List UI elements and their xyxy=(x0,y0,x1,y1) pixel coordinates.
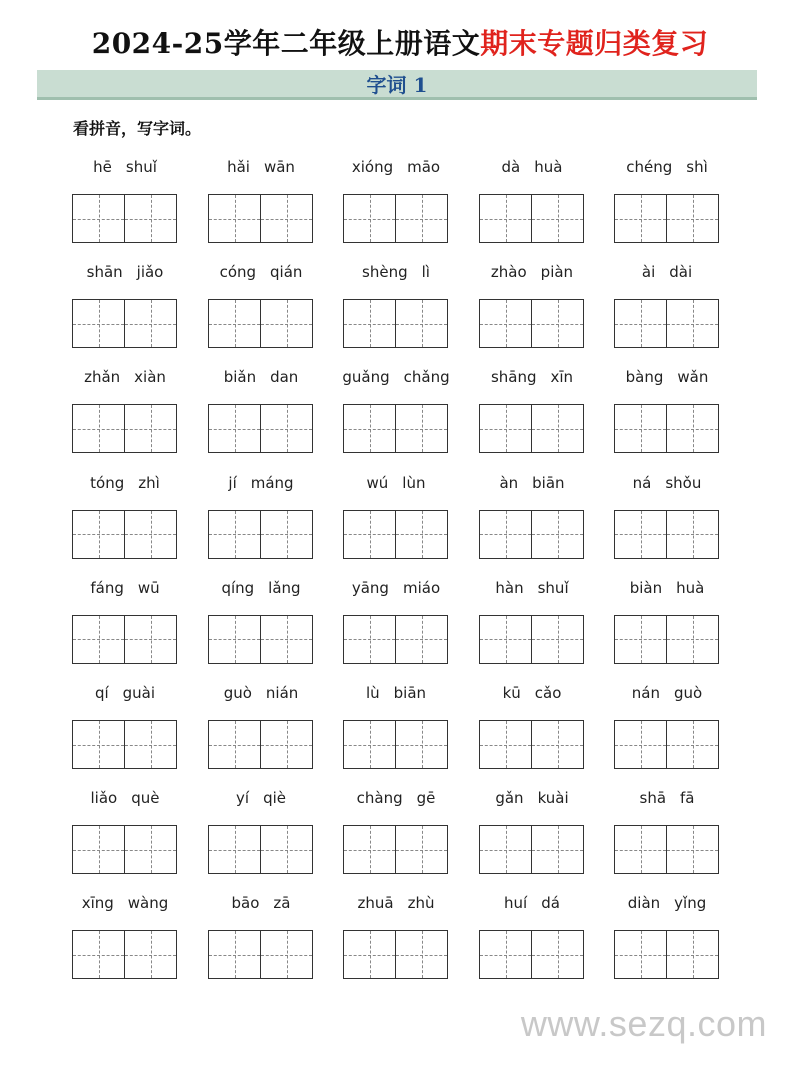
writing-boxes xyxy=(208,194,314,243)
tianzige-box[interactable] xyxy=(614,404,667,453)
word-item xyxy=(343,676,449,769)
pinyin-syllable: wàng xyxy=(127,894,169,913)
pinyin-syllable: bāo xyxy=(231,894,260,913)
tianzige-box[interactable] xyxy=(614,720,667,769)
word-item xyxy=(72,676,178,769)
pinyin-syllable: gǎn xyxy=(495,789,524,808)
word-item xyxy=(208,676,314,769)
tianzige-box[interactable] xyxy=(260,930,313,979)
pinyin-syllable: wú xyxy=(366,473,389,492)
pinyin-syllable: xīn xyxy=(550,368,574,387)
word-item xyxy=(343,360,449,453)
tianzige-box[interactable] xyxy=(124,510,177,559)
tianzige-box[interactable] xyxy=(208,404,261,453)
pinyin-label xyxy=(597,781,737,815)
word-item xyxy=(208,150,314,243)
writing-boxes xyxy=(72,299,178,348)
pinyin-syllable: shuǐ xyxy=(537,578,569,597)
writing-boxes xyxy=(72,615,178,664)
tianzige-box[interactable] xyxy=(666,299,719,348)
watermark: www.sezq.com xyxy=(520,1003,767,1044)
pinyin-syllable: fā xyxy=(680,789,695,808)
tianzige-box[interactable] xyxy=(343,615,396,664)
pinyin-syllable: biàn xyxy=(629,578,663,597)
pinyin-syllable: zā xyxy=(273,894,291,913)
pinyin-label xyxy=(597,150,737,184)
pinyin-syllable: guài xyxy=(122,684,156,702)
pinyin-syllable: zhù xyxy=(407,894,435,913)
pinyin-syllable: nán xyxy=(631,684,660,702)
pinyin-label xyxy=(597,886,737,920)
pinyin-syllable: huà xyxy=(534,158,563,176)
pinyin-syllable: qiè xyxy=(263,789,286,808)
pinyin-syllable: gē xyxy=(416,789,436,808)
word-item xyxy=(343,571,449,664)
word-item xyxy=(479,886,585,979)
pinyin-label xyxy=(191,781,331,815)
word-item xyxy=(72,255,178,348)
pinyin-label xyxy=(326,466,466,500)
exercise-row xyxy=(0,466,800,571)
writing-boxes xyxy=(479,194,585,243)
tianzige-box[interactable] xyxy=(395,510,448,559)
tianzige-box[interactable] xyxy=(531,615,584,664)
word-item xyxy=(208,781,314,874)
tianzige-box[interactable] xyxy=(395,194,448,243)
pinyin-syllable: dài xyxy=(669,263,693,282)
tianzige-box[interactable] xyxy=(395,720,448,769)
tianzige-box[interactable] xyxy=(124,404,177,453)
writing-boxes xyxy=(208,930,314,979)
tianzige-box[interactable] xyxy=(531,510,584,559)
tianzige-box[interactable] xyxy=(479,720,532,769)
title-prefix: 2024-25学年二年级上册语文 xyxy=(91,27,481,60)
tianzige-box[interactable] xyxy=(260,194,313,243)
word-item xyxy=(614,886,720,979)
tianzige-box[interactable] xyxy=(666,510,719,559)
exercise-row xyxy=(0,571,800,676)
pinyin-label xyxy=(462,886,602,920)
word-item xyxy=(479,150,585,243)
word-item xyxy=(479,466,585,559)
pinyin-syllable: dá xyxy=(541,894,560,913)
tianzige-box[interactable] xyxy=(208,615,261,664)
writing-boxes xyxy=(208,825,314,874)
word-item xyxy=(72,571,178,664)
writing-boxes xyxy=(614,194,720,243)
pinyin-syllable: nián xyxy=(265,684,299,702)
pinyin-label xyxy=(326,676,466,710)
pinyin-label xyxy=(462,676,602,710)
tianzige-box[interactable] xyxy=(479,615,532,664)
tianzige-box[interactable] xyxy=(531,720,584,769)
writing-boxes xyxy=(614,510,720,559)
pinyin-syllable: cóng xyxy=(219,263,257,282)
writing-boxes xyxy=(479,615,585,664)
tianzige-box[interactable] xyxy=(666,194,719,243)
tianzige-box[interactable] xyxy=(666,404,719,453)
word-item xyxy=(479,360,585,453)
pinyin-syllable: wū xyxy=(137,578,160,597)
writing-boxes xyxy=(479,930,585,979)
word-item xyxy=(614,676,720,769)
pinyin-label xyxy=(462,360,602,394)
writing-boxes xyxy=(343,404,449,453)
pinyin-syllable: zhào xyxy=(490,263,527,282)
tianzige-box[interactable] xyxy=(666,825,719,874)
tianzige-box[interactable] xyxy=(208,299,261,348)
exercise-row xyxy=(0,781,800,886)
tianzige-box[interactable] xyxy=(260,299,313,348)
word-item xyxy=(479,781,585,874)
writing-boxes xyxy=(614,299,720,348)
pinyin-label xyxy=(326,360,466,394)
pinyin-syllable: ài xyxy=(641,263,656,282)
pinyin-syllable: zhì xyxy=(138,473,160,492)
pinyin-label xyxy=(55,676,195,710)
pinyin-syllable: wǎn xyxy=(677,368,709,387)
pinyin-syllable: tóng xyxy=(90,473,125,492)
pinyin-syllable: chǎng xyxy=(403,368,450,387)
pinyin-label xyxy=(597,466,737,500)
tianzige-box[interactable] xyxy=(343,930,396,979)
tianzige-box[interactable] xyxy=(72,299,125,348)
section-title: 字词 1 xyxy=(366,73,428,97)
tianzige-box[interactable] xyxy=(479,194,532,243)
word-item xyxy=(72,150,178,243)
writing-boxes xyxy=(343,299,449,348)
word-item xyxy=(208,255,314,348)
tianzige-box[interactable] xyxy=(343,720,396,769)
pinyin-syllable: yí xyxy=(236,789,250,808)
tianzige-box[interactable] xyxy=(479,825,532,874)
tianzige-box[interactable] xyxy=(124,615,177,664)
writing-boxes xyxy=(343,930,449,979)
tianzige-box[interactable] xyxy=(208,930,261,979)
pinyin-syllable: piàn xyxy=(540,263,574,282)
exercise-row xyxy=(0,150,800,255)
writing-boxes xyxy=(479,720,585,769)
pinyin-syllable: shā xyxy=(639,789,667,808)
pinyin-label xyxy=(55,886,195,920)
pinyin-syllable: chàng xyxy=(356,789,403,808)
pinyin-syllable: shǒu xyxy=(665,473,702,492)
word-item xyxy=(614,360,720,453)
pinyin-syllable: huà xyxy=(676,578,705,597)
pinyin-syllable: shāng xyxy=(490,368,537,387)
pinyin-syllable: biǎn xyxy=(223,368,257,387)
exercise-row xyxy=(0,886,800,991)
tianzige-box[interactable] xyxy=(479,930,532,979)
writing-boxes xyxy=(479,510,585,559)
writing-boxes xyxy=(614,825,720,874)
pinyin-syllable: kū xyxy=(502,684,521,702)
tianzige-box[interactable] xyxy=(72,720,125,769)
writing-boxes xyxy=(343,720,449,769)
writing-boxes xyxy=(72,510,178,559)
pinyin-syllable: qí xyxy=(94,684,109,702)
pinyin-syllable: liǎo xyxy=(90,789,118,808)
writing-boxes xyxy=(208,299,314,348)
tianzige-box[interactable] xyxy=(260,825,313,874)
pinyin-syllable: lù xyxy=(365,684,380,702)
word-item xyxy=(479,676,585,769)
pinyin-syllable: guǎng xyxy=(342,368,390,387)
tianzige-box[interactable] xyxy=(343,825,396,874)
pinyin-syllable: xióng xyxy=(351,158,394,176)
pinyin-label xyxy=(191,360,331,394)
tianzige-box[interactable] xyxy=(666,615,719,664)
pinyin-label xyxy=(597,676,737,710)
word-item xyxy=(72,781,178,874)
tianzige-box[interactable] xyxy=(72,404,125,453)
word-item xyxy=(614,150,720,243)
tianzige-box[interactable] xyxy=(343,299,396,348)
word-item xyxy=(208,886,314,979)
word-item xyxy=(614,466,720,559)
tianzige-box[interactable] xyxy=(614,930,667,979)
pinyin-label xyxy=(326,781,466,815)
page-title xyxy=(0,22,800,62)
pinyin-label xyxy=(191,466,331,500)
tianzige-box[interactable] xyxy=(72,825,125,874)
word-item xyxy=(614,255,720,348)
pinyin-label xyxy=(597,571,737,605)
pinyin-label xyxy=(462,571,602,605)
pinyin-syllable: zhǎn xyxy=(84,368,121,387)
pinyin-label xyxy=(55,150,195,184)
tianzige-box[interactable] xyxy=(260,615,313,664)
tianzige-box[interactable] xyxy=(260,720,313,769)
tianzige-box[interactable] xyxy=(666,720,719,769)
tianzige-box[interactable] xyxy=(614,510,667,559)
pinyin-label xyxy=(191,676,331,710)
pinyin-syllable: shān xyxy=(86,263,123,282)
tianzige-box[interactable] xyxy=(72,930,125,979)
pinyin-syllable: guò xyxy=(223,684,252,702)
writing-boxes xyxy=(343,615,449,664)
pinyin-label xyxy=(326,886,466,920)
tianzige-box[interactable] xyxy=(124,194,177,243)
tianzige-box[interactable] xyxy=(124,930,177,979)
exercise-row xyxy=(0,255,800,360)
pinyin-syllable: guò xyxy=(674,684,703,702)
pinyin-syllable: yāng xyxy=(351,578,389,597)
tianzige-box[interactable] xyxy=(343,404,396,453)
word-item xyxy=(343,781,449,874)
pinyin-syllable: dan xyxy=(270,368,299,387)
pinyin-label xyxy=(191,571,331,605)
writing-boxes xyxy=(208,510,314,559)
tianzige-box[interactable] xyxy=(260,510,313,559)
title-highlight: 期末专题归类复习 xyxy=(480,27,709,60)
pinyin-syllable: àn xyxy=(499,473,519,492)
word-item xyxy=(72,886,178,979)
pinyin-syllable: bàng xyxy=(625,368,664,387)
pinyin-label xyxy=(597,255,737,289)
pinyin-syllable: wān xyxy=(263,158,295,176)
tianzige-box[interactable] xyxy=(666,930,719,979)
word-item xyxy=(72,466,178,559)
tianzige-box[interactable] xyxy=(343,510,396,559)
writing-boxes xyxy=(614,720,720,769)
word-item xyxy=(343,150,449,243)
tianzige-box[interactable] xyxy=(614,194,667,243)
pinyin-syllable: xiàn xyxy=(134,368,166,387)
pinyin-label xyxy=(326,571,466,605)
exercise-row xyxy=(0,360,800,465)
pinyin-syllable: yǐng xyxy=(674,894,707,913)
exercise-row xyxy=(0,676,800,781)
tianzige-box[interactable] xyxy=(395,930,448,979)
pinyin-label xyxy=(462,781,602,815)
word-item xyxy=(479,255,585,348)
pinyin-syllable: lì xyxy=(421,263,430,282)
tianzige-box[interactable] xyxy=(479,404,532,453)
tianzige-box[interactable] xyxy=(72,615,125,664)
writing-boxes xyxy=(614,404,720,453)
pinyin-syllable: hē xyxy=(93,158,112,176)
tianzige-box[interactable] xyxy=(208,510,261,559)
pinyin-syllable: xīng xyxy=(81,894,114,913)
pinyin-syllable: qíng xyxy=(221,578,255,597)
pinyin-label xyxy=(55,255,195,289)
pinyin-syllable: què xyxy=(131,789,160,808)
writing-boxes xyxy=(72,404,178,453)
pinyin-syllable: kuài xyxy=(537,789,569,808)
writing-boxes xyxy=(208,404,314,453)
word-item xyxy=(208,571,314,664)
pinyin-syllable: miáo xyxy=(402,578,441,597)
pinyin-label xyxy=(462,150,602,184)
pinyin-label xyxy=(597,360,737,394)
pinyin-label xyxy=(55,466,195,500)
tianzige-box[interactable] xyxy=(208,825,261,874)
pinyin-syllable: shì xyxy=(686,158,708,176)
writing-boxes xyxy=(343,825,449,874)
word-item xyxy=(343,886,449,979)
pinyin-label xyxy=(462,255,602,289)
pinyin-syllable: fáng xyxy=(90,578,124,597)
tianzige-box[interactable] xyxy=(395,404,448,453)
writing-boxes xyxy=(208,615,314,664)
tianzige-box[interactable] xyxy=(614,825,667,874)
tianzige-box[interactable] xyxy=(72,194,125,243)
pinyin-syllable: hàn xyxy=(495,578,524,597)
pinyin-syllable: dà xyxy=(501,158,521,176)
tianzige-box[interactable] xyxy=(208,194,261,243)
word-item xyxy=(479,571,585,664)
pinyin-label xyxy=(191,886,331,920)
tianzige-box[interactable] xyxy=(531,404,584,453)
word-item xyxy=(343,466,449,559)
word-item xyxy=(614,781,720,874)
word-item xyxy=(343,255,449,348)
word-item xyxy=(208,360,314,453)
tianzige-box[interactable] xyxy=(124,299,177,348)
writing-boxes xyxy=(208,720,314,769)
writing-boxes xyxy=(479,299,585,348)
tianzige-box[interactable] xyxy=(614,615,667,664)
pinyin-syllable: jí xyxy=(228,473,237,492)
tianzige-box[interactable] xyxy=(260,404,313,453)
pinyin-syllable: shuǐ xyxy=(125,158,157,176)
word-item xyxy=(72,360,178,453)
writing-boxes xyxy=(614,615,720,664)
pinyin-syllable: ná xyxy=(632,473,652,492)
pinyin-label xyxy=(191,255,331,289)
tianzige-box[interactable] xyxy=(531,194,584,243)
pinyin-syllable: hǎi xyxy=(227,158,250,176)
pinyin-syllable: shèng xyxy=(362,263,408,282)
writing-boxes xyxy=(614,930,720,979)
pinyin-syllable: biān xyxy=(532,473,565,492)
writing-boxes xyxy=(72,194,178,243)
tianzige-box[interactable] xyxy=(208,720,261,769)
pinyin-label xyxy=(55,781,195,815)
pinyin-syllable: cǎo xyxy=(534,684,562,702)
word-item xyxy=(208,466,314,559)
pinyin-label xyxy=(462,466,602,500)
tianzige-box[interactable] xyxy=(531,299,584,348)
pinyin-syllable: biān xyxy=(393,684,427,702)
pinyin-syllable: qián xyxy=(270,263,303,282)
pinyin-label xyxy=(326,255,466,289)
writing-boxes xyxy=(479,825,585,874)
tianzige-box[interactable] xyxy=(395,825,448,874)
section-banner xyxy=(37,70,757,100)
tianzige-box[interactable] xyxy=(479,510,532,559)
writing-boxes xyxy=(72,930,178,979)
instruction-text: 看拼音，写字词。 xyxy=(73,119,202,138)
pinyin-syllable: chéng xyxy=(626,158,673,176)
word-item xyxy=(614,571,720,664)
pinyin-syllable: jiǎo xyxy=(136,263,164,282)
pinyin-syllable: zhuā xyxy=(357,894,394,913)
pinyin-label xyxy=(55,571,195,605)
tianzige-box[interactable] xyxy=(614,299,667,348)
writing-boxes xyxy=(72,720,178,769)
pinyin-syllable: lǎng xyxy=(268,578,301,597)
writing-boxes xyxy=(72,825,178,874)
writing-boxes xyxy=(343,194,449,243)
tianzige-box[interactable] xyxy=(343,194,396,243)
tianzige-box[interactable] xyxy=(72,510,125,559)
pinyin-label xyxy=(55,360,195,394)
tianzige-box[interactable] xyxy=(395,299,448,348)
pinyin-syllable: huí xyxy=(504,894,528,913)
writing-boxes xyxy=(479,404,585,453)
pinyin-syllable: māo xyxy=(407,158,441,176)
pinyin-syllable: diàn xyxy=(627,894,661,913)
tianzige-box[interactable] xyxy=(124,720,177,769)
pinyin-syllable: máng xyxy=(250,473,294,492)
tianzige-box[interactable] xyxy=(479,299,532,348)
tianzige-box[interactable] xyxy=(531,930,584,979)
tianzige-box[interactable] xyxy=(124,825,177,874)
pinyin-label xyxy=(326,150,466,184)
pinyin-syllable: lùn xyxy=(402,473,426,492)
tianzige-box[interactable] xyxy=(395,615,448,664)
pinyin-label xyxy=(191,150,331,184)
writing-boxes xyxy=(343,510,449,559)
tianzige-box[interactable] xyxy=(531,825,584,874)
